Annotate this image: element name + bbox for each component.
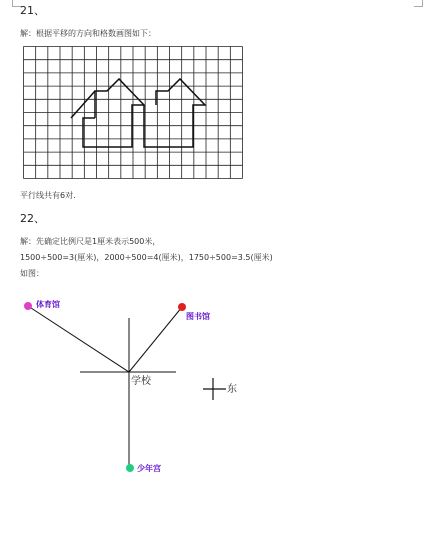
question-22-line-3: 如图： [20,269,44,278]
question-22-line-2: 1500÷500=3(厘米)，2000÷500=4(厘米)，1750÷500=3.5(厘米) [20,253,273,262]
question-21-solution-intro: 解：根据平移的方向和格数画图如下： [20,29,156,38]
house-roof-left [71,91,95,118]
gym-label: 体育馆 [36,300,60,309]
question-21-conclusion: 平行线共有6对. [20,191,76,200]
question-22-number: 22、 [20,212,45,225]
route-to-library [129,307,182,372]
gym-point [24,302,32,310]
translation-grid-figure [23,46,243,184]
map-svg [0,290,438,490]
library-point [178,303,186,311]
route-to-gym [28,306,129,372]
location-map [0,290,438,490]
question-21-number: 21、 [20,4,45,17]
grid-lines [24,47,243,179]
question-22-line-1: 解：先确定比例尺是1厘米表示500米， [20,237,161,246]
east-direction-label: 东 [227,384,237,395]
house-shape-right [144,79,205,147]
school-label: 学校 [131,376,151,387]
page-corner-mark-right [414,0,423,7]
youth-palace-label: 少年宫 [137,464,161,473]
library-label: 图书馆 [186,312,210,321]
youth-palace-point [126,464,134,472]
grid-svg [23,46,243,180]
house-shape-left [83,79,144,147]
